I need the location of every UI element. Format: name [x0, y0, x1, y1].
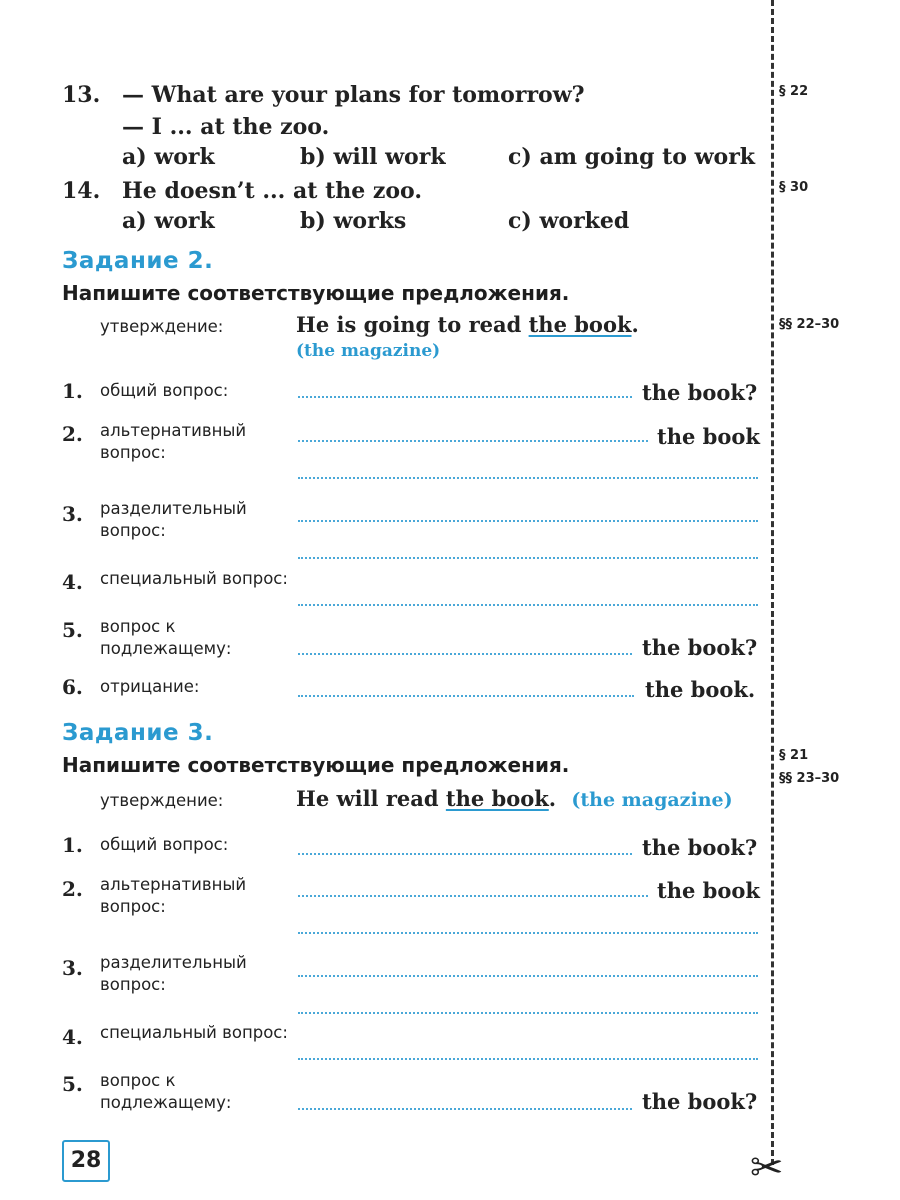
task-2-item-3-answer-line-2[interactable]	[298, 557, 758, 559]
task-3-item-4-answer-line[interactable]	[298, 1058, 758, 1060]
scissors-icon: ✂	[750, 1145, 784, 1191]
item-14-option-c[interactable]: c) worked	[508, 208, 630, 234]
item-13-option-c[interactable]: c) am going to work	[508, 144, 756, 170]
task-2-item-2-ending: the book	[657, 424, 760, 449]
page-number: 28	[62, 1140, 110, 1182]
task-3-item-3-number: 3.	[62, 956, 83, 980]
task-3-item-2-ending: the book	[657, 878, 760, 903]
task-3-item-3-answer-line-1[interactable]	[298, 975, 758, 977]
task-2-item-6-label: отрицание:	[100, 677, 200, 696]
task-2-ref: §§ 22–30	[779, 317, 840, 332]
task-3-instruction: Напишите соответствующие предложения.	[62, 753, 570, 777]
task-2-item-2-answer-line-1[interactable]	[298, 440, 648, 442]
task-2-item-4-label: специальный вопрос:	[100, 569, 288, 588]
task-2-item-5-ending: the book?	[642, 635, 758, 660]
task-3-statement-pre: He will read	[296, 786, 446, 811]
task-3-item-5-label: вопрос к подлежащему:	[100, 1071, 232, 1112]
task-2-heading: Задание 2.	[62, 248, 214, 274]
task-3-item-4-label: специальный вопрос:	[100, 1023, 288, 1042]
task-2-statement-post: .	[631, 312, 639, 337]
task-3-item-2-label: альтернативный вопрос:	[100, 875, 247, 916]
task-3-statement-underlined: the book	[445, 786, 549, 811]
task-2-hint: (the magazine)	[296, 341, 441, 361]
task-3-heading: Задание 3.	[62, 720, 214, 746]
task-3-item-1-number: 1.	[62, 833, 83, 857]
task-2-item-6-answer-line[interactable]	[298, 695, 634, 697]
task-3-item-1-ending: the book?	[642, 835, 758, 860]
task-3-item-2-number: 2.	[62, 877, 83, 901]
task-2-item-3-answer-line-1[interactable]	[298, 520, 758, 522]
task-3-item-2-answer-line-2[interactable]	[298, 932, 758, 934]
task-2-item-1-label: общий вопрос:	[100, 381, 229, 400]
cut-line	[771, 0, 774, 1165]
task-3-item-5-answer-line[interactable]	[298, 1108, 632, 1110]
task-3-statement	[296, 786, 733, 811]
task-3-item-1-label: общий вопрос:	[100, 835, 229, 854]
item-14-ref: § 30	[779, 180, 809, 195]
item-13-answer: — I ... at the zoo.	[122, 114, 330, 140]
task-2-item-1-number: 1.	[62, 379, 83, 403]
task-2-statement-pre: He is going to read	[296, 312, 529, 337]
task-2-item-1-answer-line[interactable]	[298, 396, 632, 398]
task-2-instruction: Напишите соответствующие предложения.	[62, 281, 570, 305]
task-3-ref-2: §§ 23–30	[779, 771, 840, 786]
task-3-item-5-number: 5.	[62, 1072, 83, 1096]
task-2-statement-label: утверждение:	[100, 317, 224, 336]
task-2-statement-underlined: the book	[528, 312, 632, 337]
task-2-item-3-label: разделительный вопрос:	[100, 499, 247, 540]
task-2-item-3-number: 3.	[62, 502, 83, 526]
task-3-item-2-answer-line-1[interactable]	[298, 895, 648, 897]
task-2-item-6-ending: the book.	[645, 677, 756, 702]
task-2-item-2-label: альтернативный вопрос:	[100, 421, 247, 462]
task-2-item-1-ending: the book?	[642, 380, 758, 405]
item-14-number: 14.	[62, 178, 101, 204]
item-13-option-b[interactable]: b) will work	[300, 144, 446, 170]
task-3-hint: (the magazine)	[571, 789, 733, 811]
task-2-item-4-number: 4.	[62, 570, 83, 594]
task-3-item-5-ending: the book?	[642, 1089, 758, 1114]
task-2-item-2-answer-line-2[interactable]	[298, 477, 758, 479]
task-2-item-5-label: вопрос к подлежащему:	[100, 617, 232, 658]
item-14-option-b[interactable]: b) works	[300, 208, 407, 234]
item-13-question: — What are your plans for tomorrow?	[122, 82, 585, 108]
task-2-item-6-number: 6.	[62, 675, 83, 699]
task-3-ref-1: § 21	[779, 748, 809, 763]
item-13-ref: § 22	[779, 84, 809, 99]
task-3-statement-label: утверждение:	[100, 791, 224, 810]
task-3-item-1-answer-line[interactable]	[298, 853, 632, 855]
item-13-option-a[interactable]: a) work	[122, 144, 215, 170]
task-3-item-3-label: разделительный вопрос:	[100, 953, 247, 994]
item-14-question: He doesn’t ... at the zoo.	[122, 178, 422, 204]
item-13-number: 13.	[62, 82, 101, 108]
item-14-option-a[interactable]: a) work	[122, 208, 215, 234]
task-2-item-5-answer-line[interactable]	[298, 653, 632, 655]
task-2-statement	[296, 312, 639, 337]
task-3-item-3-answer-line-2[interactable]	[298, 1012, 758, 1014]
task-2-item-2-number: 2.	[62, 422, 83, 446]
task-2-item-4-answer-line[interactable]	[298, 604, 758, 606]
task-3-statement-post: .	[548, 786, 557, 811]
task-2-item-5-number: 5.	[62, 618, 83, 642]
task-3-item-4-number: 4.	[62, 1025, 83, 1049]
